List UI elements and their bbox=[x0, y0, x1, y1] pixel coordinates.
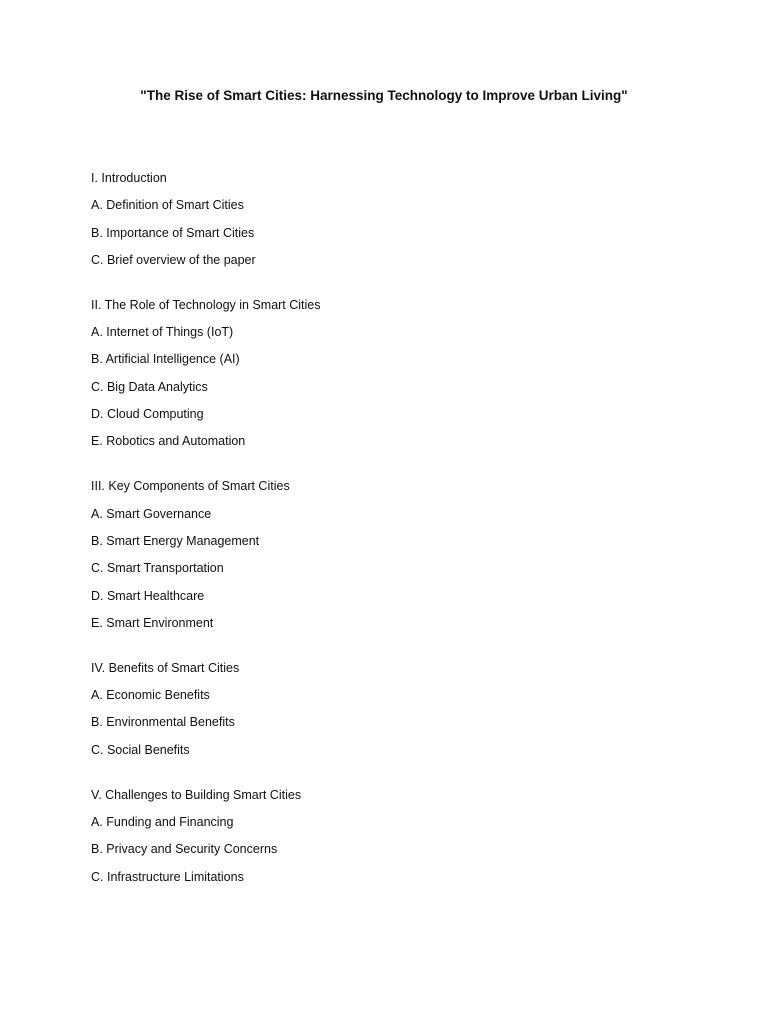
outline-item: A. Smart Governance bbox=[91, 506, 212, 521]
section-heading: V. Challenges to Building Smart Cities bbox=[91, 787, 302, 802]
outline-item: E. Smart Environment bbox=[91, 615, 214, 630]
outline-item: C. Infrastructure Limitations bbox=[91, 869, 244, 884]
outline-item: C. Big Data Analytics bbox=[91, 379, 208, 394]
outline-item: B. Importance of Smart Cities bbox=[91, 225, 255, 240]
outline-item: B. Smart Energy Management bbox=[91, 533, 260, 548]
outline-item: C. Brief overview of the paper bbox=[91, 252, 256, 267]
outline-item: E. Robotics and Automation bbox=[91, 434, 246, 449]
outline-item: A. Funding and Financing bbox=[91, 815, 234, 830]
document-title: "The Rise of Smart Cities: Harnessing Technology to Improve Urban Living" bbox=[140, 88, 628, 103]
outline-section-challenges bbox=[91, 786, 731, 886]
section-heading: IV. Benefits of Smart Cities bbox=[91, 660, 240, 675]
outline-item: A. Economic Benefits bbox=[91, 688, 210, 703]
outline-item: B. Privacy and Security Concerns bbox=[91, 842, 278, 857]
section-heading: II. The Role of Technology in Smart Cities bbox=[91, 297, 321, 312]
outline-item: D. Smart Healthcare bbox=[91, 588, 205, 603]
outline-item: B. Artificial Intelligence (AI) bbox=[91, 352, 240, 367]
section-heading: I. Introduction bbox=[91, 171, 167, 185]
outline-item: C. Smart Transportation bbox=[91, 561, 224, 576]
outline bbox=[91, 169, 731, 913]
outline-section-technology bbox=[91, 296, 731, 450]
outline-section-introduction bbox=[91, 169, 731, 269]
outline-section-benefits bbox=[91, 659, 731, 759]
section-heading: III. Key Components of Smart Cities bbox=[91, 479, 290, 494]
outline-item: D. Cloud Computing bbox=[91, 407, 204, 422]
outline-item: B. Environmental Benefits bbox=[91, 715, 235, 730]
outline-section-components bbox=[91, 477, 731, 631]
outline-item: A. Definition of Smart Cities bbox=[91, 198, 244, 213]
outline-item: C. Social Benefits bbox=[91, 742, 190, 757]
outline-item: A. Internet of Things (IoT) bbox=[91, 325, 234, 340]
